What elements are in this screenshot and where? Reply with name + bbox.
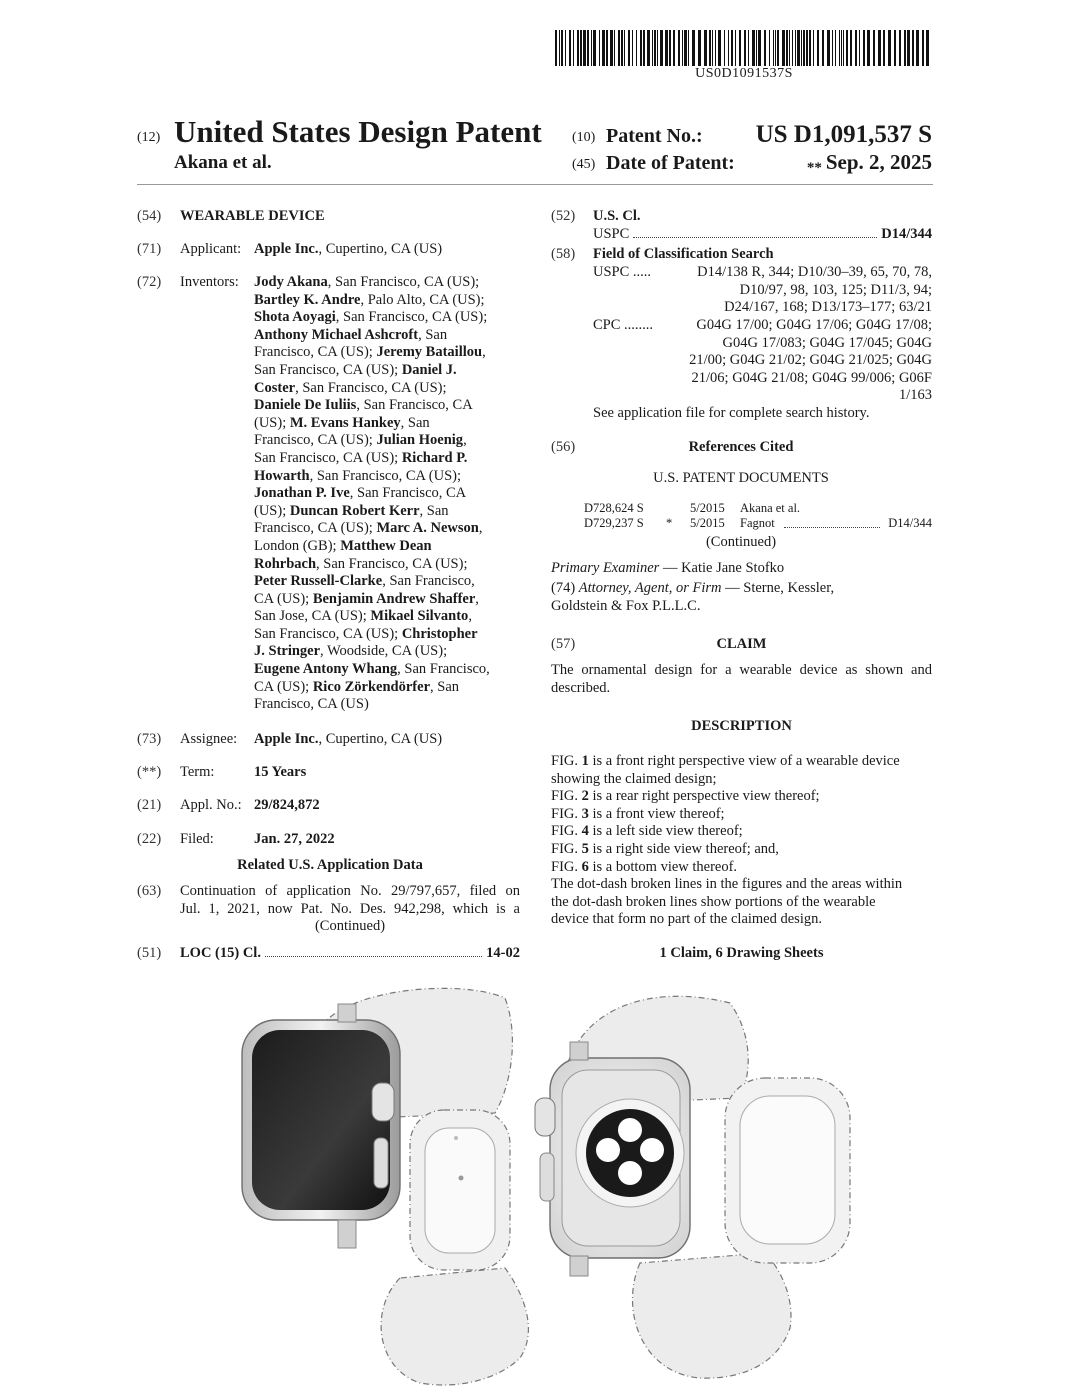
uspc-line: D24/167, 168; D13/173–177; 63/21 — [724, 299, 932, 316]
uspc-line: D14/138 R, 344; D10/30–39, 65, 70, 78, — [697, 264, 932, 280]
inventors-list — [254, 274, 524, 714]
code-71: (71) — [137, 241, 162, 257]
code-74: (74) — [551, 580, 576, 596]
date-label: Date of Patent: — [606, 152, 735, 174]
assignee-name: Apple Inc. — [254, 731, 319, 747]
search-history-note: See application file for complete search history. — [593, 405, 870, 421]
barcode — [555, 30, 933, 66]
filed-value: Jan. 27, 2022 — [254, 831, 335, 847]
inventors-label: Inventors: — [180, 274, 239, 290]
term-label: Term: — [180, 764, 215, 780]
examiner-name: — Katie Jane Stofko — [662, 560, 785, 576]
search-cpc-label: CPC ........ — [593, 317, 654, 333]
inventor-line: Francisco, CA (US); Marc A. Newson, — [254, 520, 483, 537]
ref-number: D728,624 S — [584, 501, 644, 515]
code-58: (58) — [551, 246, 576, 262]
description-line: FIG. 3 is a front view thereof; — [551, 805, 725, 822]
continuation-line: Continuation of application No. 29/797,657, filed on — [180, 883, 520, 899]
loc-value: 14-02 — [486, 945, 520, 961]
cpc-line: G04G 17/083; G04G 17/045; G04G — [722, 334, 932, 351]
patent-type-title: United States Design Patent — [174, 114, 542, 149]
description-line: FIG. 6 is a bottom view thereof. — [551, 858, 738, 875]
term-value: 15 Years — [254, 764, 307, 780]
inventor-line: Francisco, CA (US); Jeremy Bataillou, — [254, 344, 486, 361]
applicant-location: , Cupertino, CA (US) — [318, 241, 443, 257]
claim-text — [551, 662, 932, 697]
description-line: the dot-dash broken lines show portions of the wearable — [551, 893, 876, 910]
examiner-label: Primary Examiner — [551, 560, 660, 576]
inventor-line: Jody Akana, San Francisco, CA (US); — [254, 274, 480, 290]
claim-line: The ornamental design for a wearable device as shown and — [551, 662, 932, 678]
code-57: (57) — [551, 636, 576, 652]
search-cpc-values — [632, 317, 932, 405]
ref-name: Akana et al. — [740, 501, 801, 515]
patent-no-label: Patent No.: — [606, 125, 703, 147]
ref-name: Fagnot — [740, 516, 775, 530]
inventor-line: J. Stringer, Woodside, CA (US); — [254, 643, 448, 660]
us-cl-label: U.S. Cl. — [593, 208, 641, 224]
cpc-line: 1/163 — [898, 387, 932, 404]
invention-title: WEARABLE DEVICE — [180, 208, 325, 224]
inventor-line: Anthony Michael Ashcroft, San — [254, 326, 448, 343]
uspc-label: USPC — [593, 226, 630, 242]
reference-row — [584, 516, 932, 532]
applicant-name: Apple Inc. — [254, 241, 319, 257]
description-line: The dot-dash broken lines in the figures and the areas within — [551, 876, 903, 893]
kind-code: (12) — [137, 130, 161, 145]
watch-rear-figure — [535, 996, 850, 1378]
search-uspc-text: USPC — [593, 264, 630, 280]
description-heading: DESCRIPTION — [691, 718, 792, 734]
assignee — [254, 731, 442, 749]
inventor-line: San Francisco, CA (US); Richard P. — [254, 449, 468, 466]
inventor-line: Rohrbach, San Francisco, CA (US); — [254, 555, 468, 572]
us-cl-value: D14/344 — [881, 226, 932, 242]
code-term: (**) — [137, 764, 162, 780]
cpc-line: 21/00; G04G 21/02; G04G 21/025; G04G — [689, 352, 932, 369]
code-52: (52) — [551, 208, 576, 224]
barcode-number: US0D1091537S — [695, 66, 793, 81]
date-value: Sep. 2, 2025 — [825, 150, 932, 174]
related-data-heading: Related U.S. Application Data — [237, 857, 423, 873]
inventor-short: Akana et al. — [174, 152, 272, 173]
search-cpc-text: CPC — [593, 317, 621, 333]
description-line: FIG. 2 is a rear right perspective view thereof; — [551, 788, 820, 805]
description-line: FIG. 1 is a front right perspective view of a wearable device — [551, 753, 900, 769]
field-search-label: Field of Classification Search — [593, 246, 774, 262]
uspc-line: D10/97, 98, 103, 125; D11/3, 94; — [739, 281, 932, 298]
inventor-line: Francisco, CA (US) — [254, 696, 369, 713]
watch-front-figure — [242, 988, 528, 1385]
us-patent-docs-heading: U.S. PATENT DOCUMENTS — [653, 470, 829, 486]
loc-class — [180, 945, 520, 963]
claim-heading: CLAIM — [716, 636, 767, 652]
attorney-name: — Sterne, Kessler, — [725, 580, 835, 596]
code-72: (72) — [137, 274, 162, 290]
ref-date: 5/2015 — [690, 501, 725, 515]
claims-summary: 1 Claim, 6 Drawing Sheets — [659, 945, 824, 961]
inventor-line: Bartley K. Andre, Palo Alto, CA (US); — [254, 291, 485, 308]
patent-no-code: (10) — [572, 130, 596, 145]
inventor-line: London (GB); Matthew Dean — [254, 537, 432, 554]
inventor-line: San Francisco, CA (US); Christopher — [254, 625, 478, 642]
date-code: (45) — [572, 157, 596, 172]
ref-star: * — [666, 516, 673, 530]
code-63: (63) — [137, 883, 162, 899]
claim-line: described. — [551, 679, 611, 696]
ref-class: D14/344 — [888, 516, 932, 530]
date-of-patent — [807, 150, 932, 177]
continuation-text — [180, 883, 520, 936]
assignee-location: , Cupertino, CA (US) — [318, 731, 443, 747]
code-73: (73) — [137, 731, 162, 747]
code-22: (22) — [137, 831, 162, 847]
description-line: device that form no part of the claimed design. — [551, 911, 822, 928]
examiner-line — [551, 560, 784, 578]
date-star: ** — [806, 160, 822, 176]
ref-number: D729,237 S — [584, 516, 644, 530]
attorney-line — [551, 580, 834, 598]
cpc-line: 21/06; G04G 21/08; G04G 99/006; G06F — [691, 369, 932, 386]
attorney-firm: Goldstein & Fox P.L.L.C. — [551, 598, 701, 614]
inventor-line: Jonathan P. Ive, San Francisco, CA — [254, 485, 467, 502]
inventor-line: CA (US); Benjamin Andrew Shaffer, — [254, 590, 479, 607]
inventor-line: Francisco, CA (US); Julian Hoenig, — [254, 432, 467, 449]
inventor-line: Howarth, San Francisco, CA (US); — [254, 467, 462, 484]
continued-note: (Continued) — [314, 918, 386, 935]
applicant-label: Applicant: — [180, 241, 242, 257]
references-heading: References Cited — [688, 439, 794, 455]
appl-no-label: Appl. No.: — [180, 797, 242, 813]
cpc-line: G04G 17/00; G04G 17/06; G04G 17/08; — [696, 317, 932, 333]
inventor-line: San Jose, CA (US); Mikael Silvanto, — [254, 608, 472, 625]
inventor-line: (US); Duncan Robert Kerr, San — [254, 502, 449, 519]
description-line: showing the claimed design; — [551, 770, 717, 787]
inventor-line: CA (US); Rico Zörkendörfer, San — [254, 678, 460, 695]
attorney-label: Attorney, Agent, or Firm — [578, 580, 722, 596]
inventor-line: Shota Aoyagi, San Francisco, CA (US); — [254, 309, 488, 326]
description-line: FIG. 5 is a right side view thereof; and, — [551, 840, 779, 857]
search-uspc-label: USPC ..... — [593, 264, 652, 280]
description-line: FIG. 4 is a left side view thereof; — [551, 823, 743, 840]
code-51: (51) — [137, 945, 162, 961]
inventor-line: (US); M. Evans Hankey, San — [254, 414, 430, 431]
patent-no-value: US D1,091,537 S — [755, 121, 932, 148]
code-21: (21) — [137, 797, 162, 813]
inventor-line: Coster, San Francisco, CA (US); — [254, 379, 447, 396]
loc-label: LOC (15) Cl. — [180, 945, 261, 961]
inventor-line: San Francisco, CA (US); Daniel J. — [254, 361, 457, 378]
assignee-label: Assignee: — [180, 731, 238, 747]
patent-drawing — [220, 978, 860, 1388]
appl-no-value: 29/824,872 — [254, 797, 320, 813]
code-56: (56) — [551, 439, 576, 455]
inventor-line: Daniele De Iuliis, San Francisco, CA — [254, 397, 473, 414]
inventor-line: Peter Russell-Clarke, San Francisco, — [254, 573, 475, 590]
us-cl-line — [593, 226, 932, 244]
description-text — [551, 753, 932, 929]
ref-date: 5/2015 — [690, 516, 725, 530]
references-continued: (Continued) — [705, 534, 777, 550]
search-uspc-values — [632, 264, 932, 317]
filed-label: Filed: — [180, 831, 214, 847]
continuation-line: Jul. 1, 2021, now Pat. No. Des. 942,298, which is a — [180, 900, 520, 917]
header-divider — [137, 184, 933, 185]
applicant — [254, 241, 442, 259]
code-54: (54) — [137, 208, 162, 224]
inventor-line: Eugene Antony Whang, San Francisco, — [254, 661, 490, 678]
